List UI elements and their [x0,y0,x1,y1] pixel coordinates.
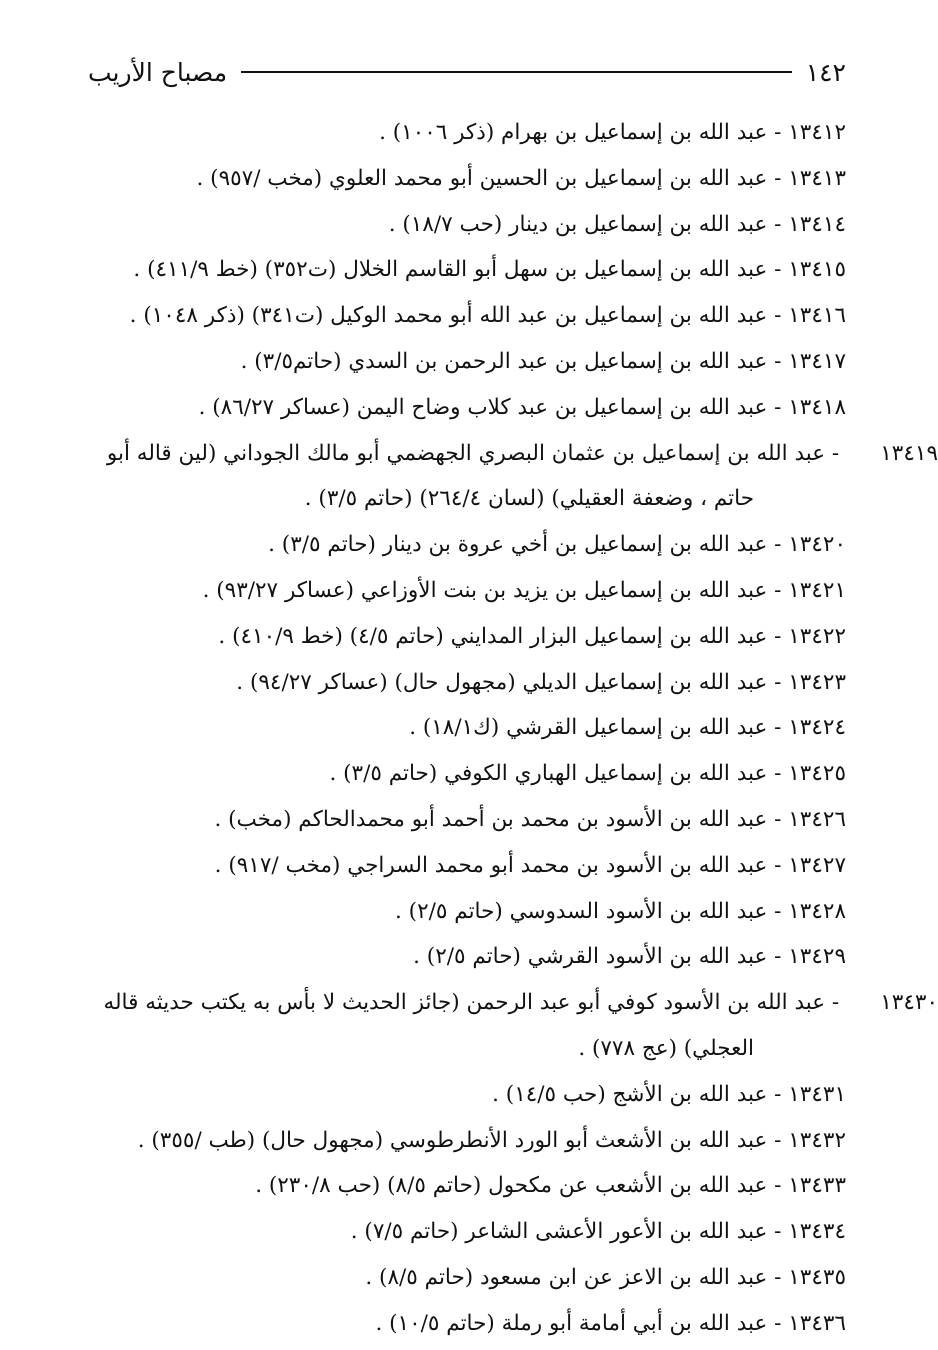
list-item: ١٣٤٣٥ - عبد الله بن الاعز عن ابن مسعود (حاتم ٨/٥) . [86,1255,846,1301]
header-rule [241,71,792,73]
list-item: ١٣٤٣٣ - عبد الله بن الأشعب عن مكحول (حاتم ٨/٥) (حب ٢٣٠/٨) . [86,1163,846,1209]
list-item: ١٣٤١٧ - عبد الله بن إسماعيل بن عبد الرحمن بن السدي (حاتم٣/٥) . [86,339,846,385]
entry-text: عبد الله بن أبي أمامة أبو رملة (حاتم ١٠/٥) . [375,1310,768,1336]
entry-number: ١٣٤١٨ [788,394,846,420]
entry-number: ١٣٤١٦ [788,303,846,329]
list-item: ١٣٤١٢ - عبد الله بن إسماعيل بن بهرام (ذكر ١٠٠٦) . [86,110,846,156]
entry-number: ١٣٤١٥ [788,257,846,283]
entry-text: عبد الله بن الأسود القرشي (حاتم ٢/٥) . [413,944,768,970]
entry-text: عبد الله بن الأسود بن محمد بن أحمد أبو محمدالحاكم (مخب) . [214,806,768,832]
entry-text: عبد الله بن الاعز عن ابن مسعود (حاتم ٨/٥) . [365,1264,768,1290]
entry-text: عبد الله بن إسماعيل بن بهرام (ذكر ١٠٠٦) . [379,120,768,145]
entry-text: عبد الله بن إسماعيل القرشي (ك١٨/١) . [409,715,768,741]
list-item: ١٣٤٢٧ - عبد الله بن الأسود بن محمد أبو محمد السراجي (مخب /٩١٧) . [86,843,846,889]
list-item: ١٣٤٢٩ - عبد الله بن الأسود القرشي (حاتم ٢/٥) . [86,934,846,980]
entry-number: ١٣٤٣٥ [788,1264,846,1290]
list-item: ١٣٤١٣ - عبد الله بن إسماعيل بن الحسين أبو محمد العلوي (مخب /٩٥٧) . [86,156,846,202]
entry-text: عبد الله بن الأعور الأعشى الشاعر (حاتم ٧/٥) . [350,1219,768,1245]
entry-text: عبد الله بن إسماعيل بن أخي عروة بن دينار (حاتم ٣/٥) . [268,532,768,558]
list-item: ١٣٤٢٠ - عبد الله بن إسماعيل بن أخي عروة بن دينار (حاتم ٣/٥) . [86,522,846,568]
entry-number: ١٣٤٢٦ [788,806,846,832]
entry-number: ١٣٤٣٣ [788,1173,846,1199]
entry-text: عبد الله بن إسماعيل بن يزيد بن بنت الأوزاعي (عساكر ٩٣/٢٧) . [202,577,768,603]
entry-list [86,110,938,1347]
entry-number: ١٣٤٢٨ [788,898,846,924]
entry-number: ١٣٤٢٠ [788,532,846,558]
list-item: ١٣٤٣٦ - عبد الله بن أبي أمامة أبو رملة (حاتم ١٠/٥) . [86,1301,846,1347]
entry-number: ١٣٤١٣ [788,165,846,191]
entry-text: عبد الله بن إسماعيل بن الحسين أبو محمد العلوي (مخب /٩٥٧) . [196,165,768,191]
list-item: ١٣٤٢٤ - عبد الله بن إسماعيل القرشي (ك١٨/١) . [86,705,846,751]
list-item: ١٣٤٢٨ - عبد الله بن الأسود السدوسي (حاتم ٢/٥) . [86,889,846,935]
entry-number: ١٣٤٢٤ [788,715,846,741]
entry-number: ١٣٤١٤ [788,211,846,237]
entry-number: ١٣٤١٢ [788,120,846,145]
entry-text: عبد الله بن الأسود كوفي أبو عبد الرحمن (جائز الحديث لا بأس به يكتب حديثه قاله العجلي) (عج ٧٧٨) . [103,990,826,1061]
entry-number: ١٣٤٢٥ [788,761,846,787]
entry-number: ١٣٤٢٧ [788,852,846,878]
entry-text: عبد الله بن الأشعث أبو الورد الأنطرطوسي (مجهول حال) (طب /٣٥٥) . [137,1127,768,1153]
list-item: ١٣٤٢٦ - عبد الله بن الأسود بن محمد بن أحمد أبو محمدالحاكم (مخب) . [86,797,846,843]
list-item: ١٣٤٣٢ - عبد الله بن الأشعث أبو الورد الأنطرطوسي (مجهول حال) (طب /٣٥٥) . [86,1118,846,1164]
list-item: ١٣٤٢٢ - عبد الله بن إسماعيل البزار المدايني (حاتم ٤/٥) (خط ٤١٠/٩) . [86,614,846,660]
entry-number: ١٣٤٣١ [788,1081,846,1107]
list-item: ١٣٤٣٤ - عبد الله بن الأعور الأعشى الشاعر (حاتم ٧/٥) . [86,1209,846,1255]
list-item: ١٣٤١٦ - عبد الله بن إسماعيل بن عبد الله أبو محمد الوكيل (ت٣٤١) (ذكر ١٠٤٨) . [86,293,846,339]
entry-number: ١٣٤٣٦ [788,1310,846,1336]
list-item: ١٣٤٢١ - عبد الله بن إسماعيل بن يزيد بن بنت الأوزاعي (عساكر ٩٣/٢٧) . [86,568,846,614]
list-item: ١٣٤٣١ - عبد الله بن الأشج (حب ١٤/٥) . [86,1072,846,1118]
list-item: ١٣٤١٤ - عبد الله بن إسماعيل بن دينار (حب ١٨/٧) . [86,202,846,248]
entry-text: عبد الله بن الأسود بن محمد أبو محمد السراجي (مخب /٩١٧) . [214,852,768,878]
entry-text: عبد الله بن إسماعيل بن عبد الرحمن بن السدي (حاتم٣/٥) . [240,348,768,374]
entry-text: عبد الله بن إسماعيل بن عبد الله أبو محمد الوكيل (ت٣٤١) (ذكر ١٠٤٨) . [129,303,768,329]
entry-number: ١٣٤٢٩ [788,944,846,970]
list-item: ١٣٤١٩ - عبد الله بن إسماعيل بن عثمان البصري الجهضمي أبو مالك الجوداني (لين قاله أبو حاتم ، وضعفة العقيلي) (لسان ٢٦٤/٤) (حاتم ٣/٥) . [106,440,938,512]
entry-number: ١٣٤٢٣ [788,669,846,695]
page-number: ١٤٢ [805,57,846,87]
entry-text: عبد الله بن الأشج (حب ١٤/٥) . [492,1081,768,1107]
entry-text: عبد الله بن إسماعيل الديلي (مجهول حال) (عساكر ٩٤/٢٧) . [236,669,768,695]
list-item: ١٣٤٢٣ - عبد الله بن إسماعيل الديلي (مجهول حال) (عساكر ٩٤/٢٧) . [86,660,846,706]
entry-number: ١٣٤٢١ [788,577,846,603]
list-item: ١٣٤٣٠ - عبد الله بن الأسود كوفي أبو عبد الرحمن (جائز الحديث لا بأس به يكتب حديثه قاله العجلي) (عج ٧٧٨) . [103,990,938,1061]
entry-number: ١٣٤٢٢ [788,623,846,649]
list-item: ١٣٤١٥ - عبد الله بن إسماعيل بن سهل أبو القاسم الخلال (ت٣٥٢) (خط ٤١١/٩) . [86,247,846,293]
entry-number: ١٣٤١٧ [788,348,846,374]
entry-text: عبد الله بن إسماعيل بن عثمان البصري الجهضمي أبو مالك الجوداني (لين قاله أبو حاتم ، وضعفة العقيلي) (لسان ٢٦٤/٤) (حاتم ٣/٥) . [106,440,826,512]
entry-number: ١٣٤٣٤ [788,1219,846,1245]
entry-text: عبد الله بن إسماعيل البزار المدايني (حاتم ٤/٥) (خط ٤١٠/٩) . [218,623,768,649]
entry-text: عبد الله بن إسماعيل الهباري الكوفي (حاتم ٣/٥) . [329,761,768,787]
list-item: ١٣٤١٨ - عبد الله بن إسماعيل بن عبد كلاب وضاح اليمن (عساكر ٨٦/٢٧) . [86,385,846,431]
entry-text: عبد الله بن الأسود السدوسي (حاتم ٢/٥) . [395,898,768,924]
entry-text: عبد الله بن إسماعيل بن دينار (حب ١٨/٧) . [388,211,768,237]
running-title: مصباح الأريب [88,57,228,87]
entry-text: عبد الله بن إسماعيل بن عبد كلاب وضاح اليمن (عساكر ٨٦/٢٧) . [198,394,768,420]
entry-number: ١٣٤٣٢ [788,1127,846,1153]
entry-text: عبد الله بن إسماعيل بن سهل أبو القاسم الخلال (ت٣٥٢) (خط ٤١١/٩) . [133,257,768,283]
page-header [88,52,846,92]
entry-text: عبد الله بن الأشعب عن مكحول (حاتم ٨/٥) (حب ٢٣٠/٨) . [255,1173,768,1199]
list-item: ١٣٤٢٥ - عبد الله بن إسماعيل الهباري الكوفي (حاتم ٣/٥) . [86,751,846,797]
